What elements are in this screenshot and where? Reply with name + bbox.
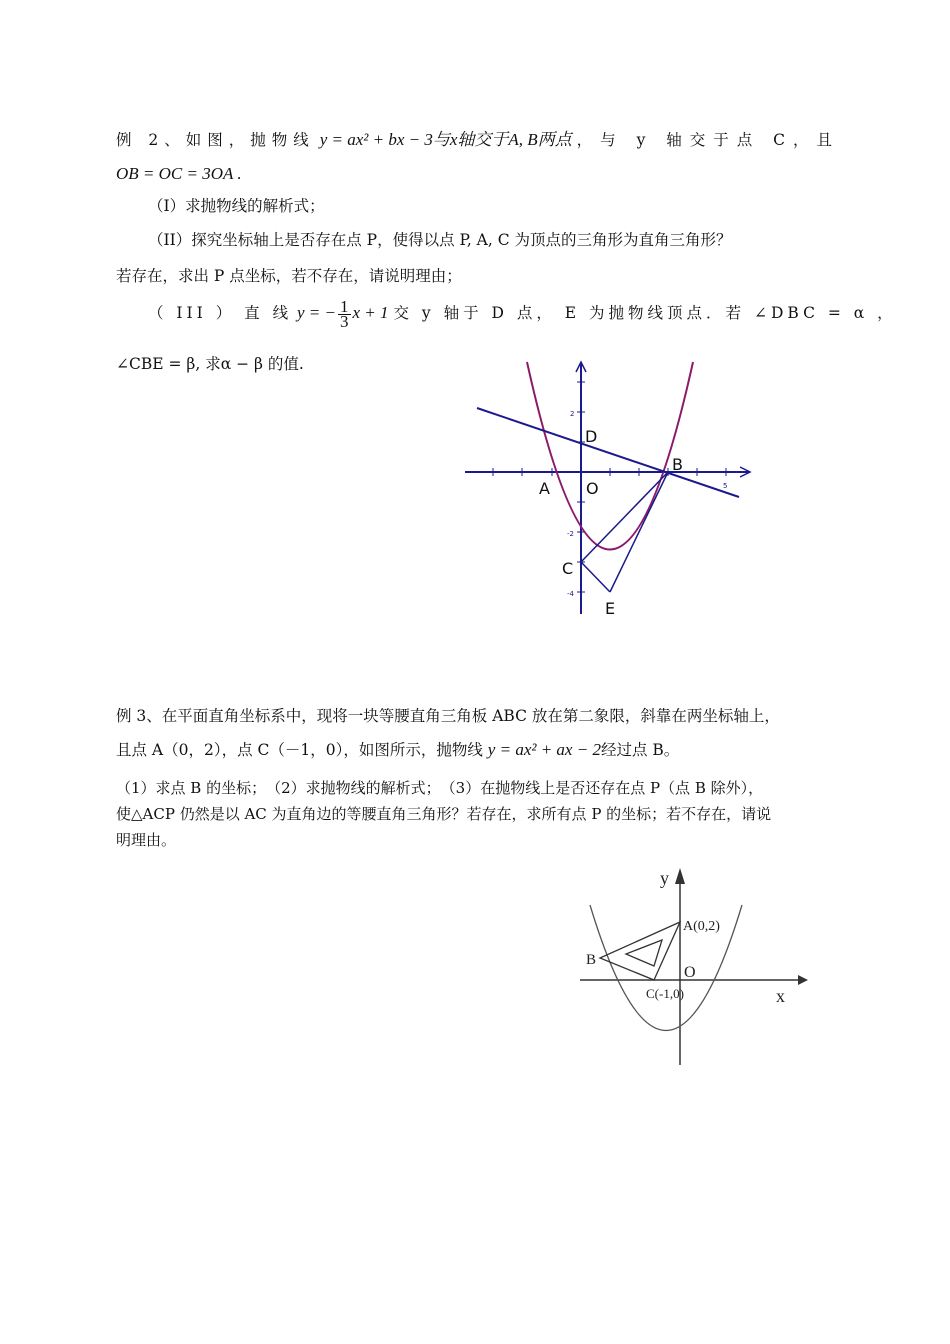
frac-den: 3 [340,311,349,331]
fig2-label-C: C(-1,0) [646,986,684,1001]
ex2-part3-frac [338,296,351,331]
ex2-part2: （II）探究坐标轴上是否存在点 P，使得以点 P, A, C 为顶点的三角形为直角三角形？ [148,231,732,249]
ex2-part3-eq: y = − [297,303,337,322]
fig1-label-O: O [586,479,599,498]
fig2-label-x: x [776,986,785,1006]
ex3-line2 [116,740,679,760]
ex3-equation: y = ax² + ax − 2 [487,740,601,759]
fig1-label-B: B [672,455,683,474]
figure1-graph [455,352,765,622]
fig1-line-db [477,408,739,497]
ex3-line2-suffix: 经过点 B。 [600,741,680,759]
fig2-label-A: A(0,2) [683,919,720,934]
ex2-part3-suffix: 交 y 轴于 D 点， E 为抛物线顶点．若 ∠DBC = α ， [393,304,897,322]
fig1-parabola [527,362,693,550]
fig1-label-D: D [585,427,598,446]
fig1-tick-ym4: -4 [567,590,574,598]
ex2-prefix: 例 2、如图，抛物线 [116,131,315,149]
frac-num: 1 [340,296,349,316]
fig2-label-B: B [586,952,597,968]
ex2-equation: y = ax² + bx − 3与x轴交于A, B两点 [319,130,572,149]
fig1-label-E: E [605,599,616,618]
fig1-label-A: A [539,479,550,498]
ex2-suffix: ，与 y 轴交于点 C，且 [576,131,841,149]
ex3-line4: 使△ACP 仍然是以 AC 为直角边的等腰直角三角形？若存在，求所有点 P 的坐标；若不存在，请说 [116,805,772,823]
ex2-part3-cont: ∠CBE = β, 求α − β 的值. [116,355,304,373]
ex2-part1: （I）求抛物线的解析式； [148,197,325,215]
ex3-line5: 明理由。 [116,831,177,849]
fig1-seg-ce [581,562,610,592]
fig1-tick-ym2: -2 [567,530,574,538]
fig2-y-arrow [675,868,685,884]
ex2-line1 [116,130,840,150]
fig2-triangle-outer [600,922,680,980]
fig2-label-y: y [660,868,669,888]
fig1-tick-y2: 2 [570,410,575,418]
ex3-line3: （1）求点 B 的坐标； （2）求抛物线的解析式； （3）在抛物线上是否还存在点 P（点 B 除外）， [116,779,764,797]
fig2-x-arrow [798,975,808,985]
figure2-graph [570,860,810,1070]
ex2-part2-cont: 若存在，求出 P 点坐标，若不存在，请说明理由； [116,267,462,285]
fig1-tick-x5: 5 [723,482,728,490]
ex3-line1: 例 3、在平面直角坐标系中，现将一块等腰直角三角板 ABC 放在第二象限，斜靠在两坐标轴上， [116,707,780,725]
ex2-part3-tail: x + 1 [352,303,389,322]
fig1-label-C: C [562,559,574,578]
ex2-part3-prefix: （ III ） 直 线 [148,304,293,322]
ex2-condition: OB = OC = 3OA . [116,164,242,183]
fig2-label-O: O [684,964,696,981]
ex2-part3 [148,298,897,329]
fig1-seg-eb [610,472,668,592]
ex3-line2-prefix: 且点 A（0，2），点 C（－1，0），如图所示，抛物线 [116,741,483,759]
